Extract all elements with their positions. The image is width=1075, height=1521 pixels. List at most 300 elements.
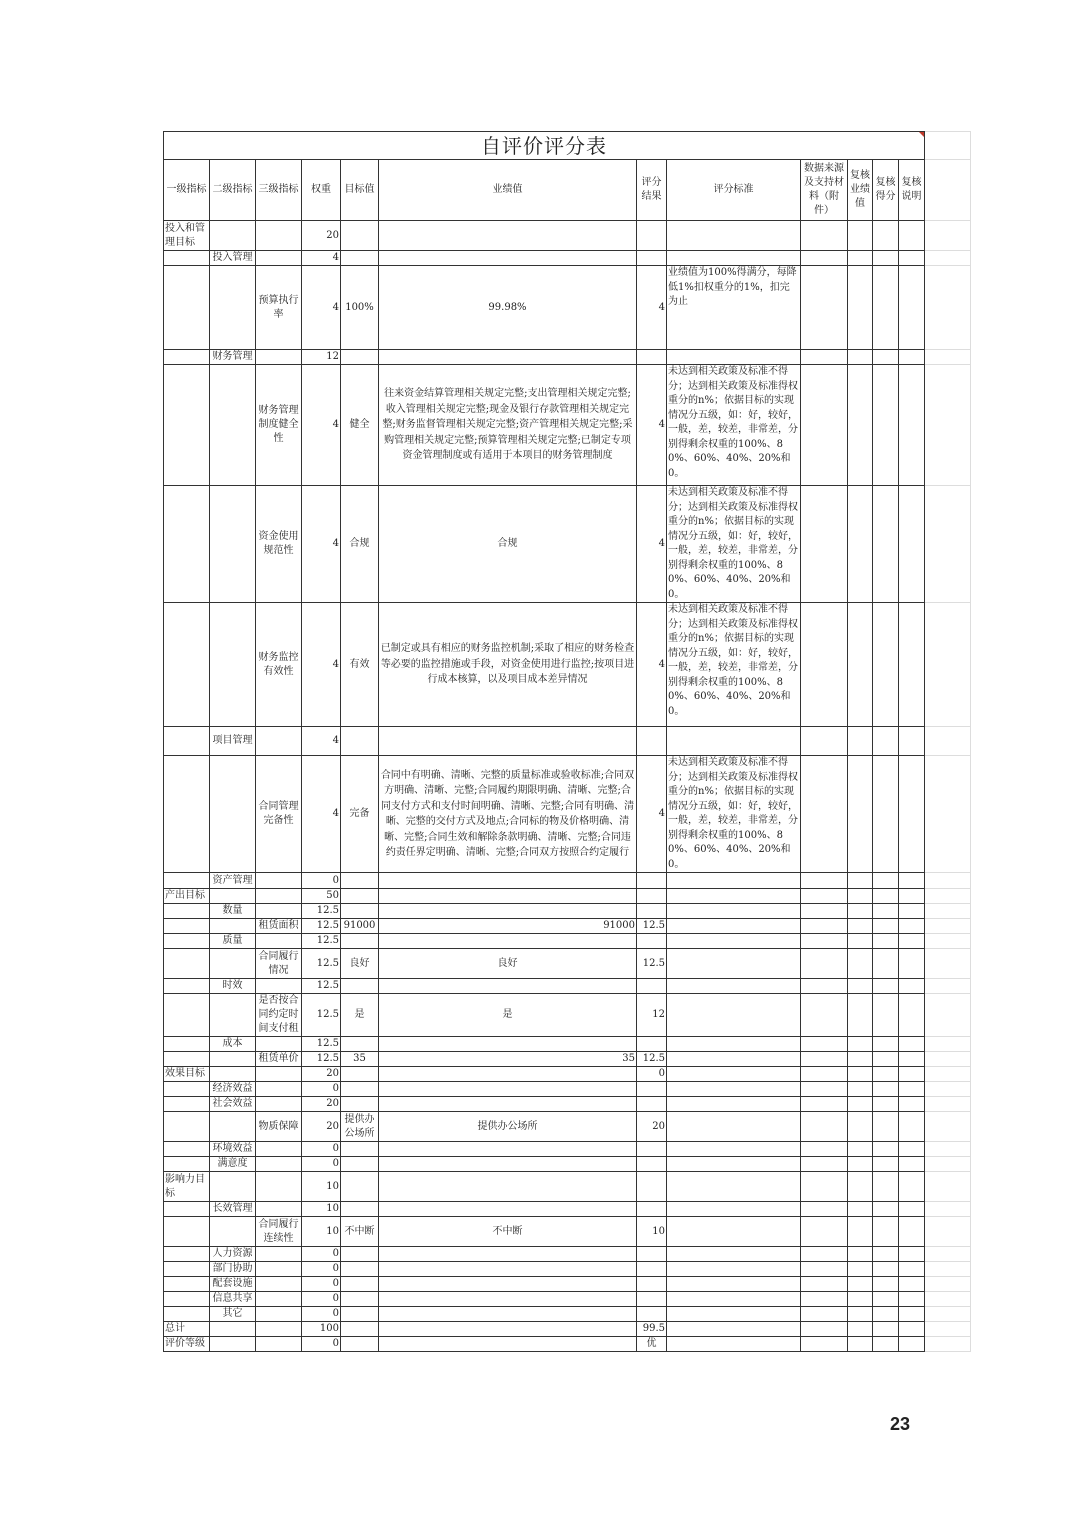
scoring-criteria-cell [667,350,801,365]
score-result-cell [637,1262,667,1277]
level3-indicator-cell: 资金使用规范性 [256,486,302,603]
level2-indicator-cell: 数量 [210,904,256,919]
review-cell [848,904,873,919]
scoring-criteria-cell [667,904,801,919]
review-cell [873,266,899,350]
review-cell [873,1337,899,1352]
weight-cell: 4 [302,603,341,727]
level2-indicator-cell [210,994,256,1037]
column-header: 目标值 [341,160,379,221]
performance-value-cell: 是 [379,994,637,1037]
weight-cell: 50 [302,889,341,904]
review-cell [848,1112,873,1142]
target-value-cell [341,1037,379,1052]
score-result-cell [637,1157,667,1172]
review-cell [873,1037,899,1052]
weight-cell: 4 [302,727,341,756]
review-cell [801,1157,848,1172]
score-result-cell [637,1142,667,1157]
level3-indicator-cell: 预算执行率 [256,266,302,350]
level2-indicator-cell: 财务管理 [210,350,256,365]
table-row [164,1292,971,1307]
level2-indicator-cell [210,221,256,251]
weight-cell: 20 [302,1097,341,1112]
level1-indicator-cell [164,1052,210,1067]
table-row [164,1217,971,1247]
weight-cell: 0 [302,1247,341,1262]
weight-cell: 0 [302,1082,341,1097]
target-value-cell: 合规 [341,486,379,603]
level3-indicator-cell [256,1037,302,1052]
weight-cell: 12.5 [302,979,341,994]
level2-indicator-cell [210,949,256,979]
review-cell [848,1037,873,1052]
target-value-cell [341,1097,379,1112]
scoring-criteria-cell [667,1157,801,1172]
review-cell [899,994,925,1037]
level3-indicator-cell [256,904,302,919]
scoring-criteria-cell [667,1337,801,1352]
review-cell [848,1217,873,1247]
review-cell [848,603,873,727]
level2-indicator-cell: 时效 [210,979,256,994]
review-cell [801,350,848,365]
performance-value-cell [379,1037,637,1052]
review-cell [899,1292,925,1307]
score-result-cell: 12.5 [637,1052,667,1067]
level1-indicator-cell: 评价等级 [164,1337,210,1352]
review-cell [899,1157,925,1172]
performance-value-cell: 合同中有明确、清晰、完整的质量标准或验收标准;合同双方明确、清晰、完整;合同履约期限明确、清晰、完整;合同支付方式和支付时间明确、清晰、完整;合同有明确、清晰、完整的交付方式及地点;合同标的物及价格明确、清晰、完整;合同生效和解除条款明确、清晰、完整;合同违约责任界定明确、清晰、完整;合同双方按照合约定履行 [379,756,637,873]
scoring-criteria-cell [667,1277,801,1292]
performance-value-cell [379,904,637,919]
score-result-cell: 4 [637,365,667,486]
column-header: 复核得分 [873,160,899,221]
table-row [164,365,971,486]
table-row [164,873,971,889]
review-cell [873,949,899,979]
review-cell [899,756,925,873]
table-row [164,603,971,727]
target-value-cell: 不中断 [341,1217,379,1247]
level3-indicator-cell: 合同履行情况 [256,949,302,979]
target-value-cell: 良好 [341,949,379,979]
weight-cell: 0 [302,1142,341,1157]
level3-indicator-cell [256,1292,302,1307]
target-value-cell [341,1172,379,1202]
level1-indicator-cell [164,1292,210,1307]
level2-indicator-cell: 人力资源 [210,1247,256,1262]
level2-indicator-cell [210,1052,256,1067]
level2-indicator-cell [210,1112,256,1142]
weight-cell: 4 [302,266,341,350]
table-row [164,919,971,934]
review-cell [873,1112,899,1142]
level2-indicator-cell: 成本 [210,1037,256,1052]
score-result-cell: 4 [637,756,667,873]
level2-indicator-cell: 满意度 [210,1157,256,1172]
level1-indicator-cell [164,1112,210,1142]
scoring-criteria-cell [667,934,801,949]
level1-indicator-cell [164,1202,210,1217]
review-cell [801,1322,848,1337]
target-value-cell [341,221,379,251]
review-cell [848,873,873,889]
level2-indicator-cell [210,603,256,727]
scoring-criteria-cell [667,1217,801,1247]
review-cell [801,1067,848,1082]
level3-indicator-cell: 合同管理完备性 [256,756,302,873]
review-cell [873,1277,899,1292]
scoring-criteria-cell [667,727,801,756]
table-row [164,1067,971,1082]
review-cell [801,949,848,979]
review-cell [873,904,899,919]
weight-cell: 100 [302,1322,341,1337]
scoring-criteria-cell: 未达到相关政策及标准不得分；达到相关政策及标准得权重分的n%；依据目标的实现情况分五级，如：好，较好，一般，差，较差，非常差，分别得剩余权重的100%、80%、60%、40%、20%和0。 [667,365,801,486]
table-row [164,1277,971,1292]
level3-indicator-cell [256,889,302,904]
performance-value-cell [379,1337,637,1352]
scoring-criteria-cell [667,1052,801,1067]
level1-indicator-cell [164,1307,210,1322]
scoring-criteria-cell [667,919,801,934]
weight-cell: 0 [302,1262,341,1277]
table-title: 自评价评分表 [164,132,925,160]
performance-value-cell: 91000 [379,919,637,934]
weight-cell: 10 [302,1217,341,1247]
performance-value-cell [379,873,637,889]
review-cell [873,1052,899,1067]
scoring-criteria-cell [667,1307,801,1322]
table-row [164,1337,971,1352]
table-row [164,251,971,266]
level1-indicator-cell [164,1247,210,1262]
weight-cell: 0 [302,1157,341,1172]
level1-indicator-cell [164,1277,210,1292]
score-result-cell [637,1307,667,1322]
weight-cell: 0 [302,1307,341,1322]
review-cell [848,727,873,756]
review-cell [899,365,925,486]
scoring-criteria-cell [667,979,801,994]
score-result-cell: 4 [637,603,667,727]
table-row [164,486,971,603]
review-cell [899,1262,925,1277]
performance-value-cell [379,1142,637,1157]
weight-cell: 12.5 [302,919,341,934]
performance-value-cell: 已制定或具有相应的财务监控机制;采取了相应的财务检查等必要的监控措施或手段，对资金使用进行监控;按项目进行成本核算，以及项目成本差异情况 [379,603,637,727]
scoring-criteria-cell [667,251,801,266]
score-result-cell [637,727,667,756]
review-cell [899,1307,925,1322]
level2-indicator-cell: 长效管理 [210,1202,256,1217]
table-row [164,934,971,949]
level2-indicator-cell [210,486,256,603]
review-cell [848,486,873,603]
level3-indicator-cell [256,1322,302,1337]
review-cell [899,919,925,934]
review-cell [848,994,873,1037]
review-cell [801,486,848,603]
review-cell [899,889,925,904]
column-header: 业绩值 [379,160,637,221]
level2-indicator-cell [210,1322,256,1337]
level1-indicator-cell: 投入和管理目标 [164,221,210,251]
weight-cell: 12.5 [302,904,341,919]
weight-cell: 20 [302,1112,341,1142]
review-cell [848,1097,873,1112]
review-cell [899,266,925,350]
performance-value-cell: 35 [379,1052,637,1067]
score-result-cell: 4 [637,266,667,350]
review-cell [848,1082,873,1097]
level2-indicator-cell: 社会效益 [210,1097,256,1112]
review-cell [873,934,899,949]
table-row [164,221,971,251]
performance-value-cell [379,1097,637,1112]
review-cell [873,1307,899,1322]
target-value-cell [341,1067,379,1082]
review-cell [801,365,848,486]
review-cell [801,873,848,889]
table-row [164,1082,971,1097]
level2-indicator-cell: 项目管理 [210,727,256,756]
level1-indicator-cell [164,1082,210,1097]
performance-value-cell [379,1262,637,1277]
weight-cell: 4 [302,365,341,486]
review-cell [801,1202,848,1217]
review-cell [873,1067,899,1082]
review-cell [899,603,925,727]
score-result-cell: 0 [637,1067,667,1082]
scoring-criteria-cell [667,889,801,904]
level2-indicator-cell: 环境效益 [210,1142,256,1157]
weight-cell: 10 [302,1172,341,1202]
score-result-cell [637,889,667,904]
target-value-cell [341,1202,379,1217]
table-row [164,1142,971,1157]
review-cell [848,1262,873,1277]
table-row [164,266,971,350]
performance-value-cell [379,1202,637,1217]
review-cell [873,350,899,365]
level3-indicator-cell [256,1337,302,1352]
review-cell [899,1322,925,1337]
review-cell [899,904,925,919]
performance-value-cell [379,727,637,756]
performance-value-cell [379,1247,637,1262]
score-result-cell [637,904,667,919]
target-value-cell [341,1322,379,1337]
review-cell [873,873,899,889]
table-row [164,1112,971,1142]
performance-value-cell [379,350,637,365]
level3-indicator-cell [256,1142,302,1157]
target-value-cell: 完备 [341,756,379,873]
level3-indicator-cell [256,1082,302,1097]
review-cell [801,1097,848,1112]
level2-indicator-cell [210,919,256,934]
table-row [164,949,971,979]
review-cell [801,904,848,919]
level3-indicator-cell [256,1157,302,1172]
weight-cell: 12.5 [302,934,341,949]
review-cell [899,1052,925,1067]
review-cell [801,1307,848,1322]
level3-indicator-cell [256,1262,302,1277]
review-cell [801,1082,848,1097]
level3-indicator-cell [256,1277,302,1292]
level2-indicator-cell [210,889,256,904]
review-cell [899,1082,925,1097]
performance-value-cell [379,889,637,904]
level3-indicator-cell: 租赁面积 [256,919,302,934]
level1-indicator-cell [164,1037,210,1052]
review-cell [873,1202,899,1217]
level3-indicator-cell [256,934,302,949]
review-cell [801,1037,848,1052]
review-cell [873,1217,899,1247]
score-result-cell [637,1202,667,1217]
weight-cell: 0 [302,1277,341,1292]
performance-value-cell [379,1277,637,1292]
review-cell [801,1217,848,1247]
review-cell [848,979,873,994]
performance-value-cell [379,221,637,251]
review-cell [899,1142,925,1157]
review-cell [873,994,899,1037]
review-cell [899,727,925,756]
table-row [164,350,971,365]
column-header: 一级指标 [164,160,210,221]
level1-indicator-cell [164,727,210,756]
review-cell [873,1322,899,1337]
level2-indicator-cell: 配套设施 [210,1277,256,1292]
target-value-cell [341,251,379,266]
weight-cell: 4 [302,756,341,873]
review-cell [848,756,873,873]
performance-value-cell [379,1172,637,1202]
review-cell [801,1247,848,1262]
review-cell [801,251,848,266]
score-result-cell [637,1082,667,1097]
score-result-cell: 4 [637,486,667,603]
target-value-cell [341,1142,379,1157]
level2-indicator-cell: 投入管理 [210,251,256,266]
review-cell [873,486,899,603]
scoring-criteria-cell [667,1322,801,1337]
scoring-criteria-cell [667,1142,801,1157]
scoring-criteria-cell [667,1112,801,1142]
performance-value-cell [379,1157,637,1172]
level1-indicator-cell [164,486,210,603]
level2-indicator-cell: 质量 [210,934,256,949]
table-row [164,1202,971,1217]
target-value-cell [341,934,379,949]
review-cell [873,756,899,873]
level1-indicator-cell: 总计 [164,1322,210,1337]
review-cell [899,1097,925,1112]
score-result-cell: 优 [637,1337,667,1352]
score-result-cell: 12 [637,994,667,1037]
review-cell [873,1097,899,1112]
target-value-cell: 有效 [341,603,379,727]
column-header: 数据来源及支持材料（附件） [801,160,848,221]
weight-cell: 0 [302,873,341,889]
level1-indicator-cell [164,1142,210,1157]
weight-cell: 12.5 [302,1052,341,1067]
level3-indicator-cell: 财务监控有效性 [256,603,302,727]
review-cell [873,1157,899,1172]
level2-indicator-cell: 信息共享 [210,1292,256,1307]
review-cell [801,1052,848,1067]
weight-cell: 12.5 [302,949,341,979]
review-cell [848,1307,873,1322]
table-row [164,889,971,904]
level2-indicator-cell [210,266,256,350]
level1-indicator-cell [164,1097,210,1112]
level3-indicator-cell: 是否按合同约定时间支付租 [256,994,302,1037]
review-cell [899,486,925,603]
level1-indicator-cell [164,756,210,873]
weight-cell: 0 [302,1292,341,1307]
target-value-cell [341,1307,379,1322]
level3-indicator-cell [256,1067,302,1082]
review-cell [899,1172,925,1202]
level1-indicator-cell [164,266,210,350]
level3-indicator-cell [256,251,302,266]
weight-cell: 20 [302,221,341,251]
scoring-criteria-cell [667,1292,801,1307]
review-cell [899,1337,925,1352]
performance-value-cell [379,1307,637,1322]
level1-indicator-cell [164,251,210,266]
review-cell [801,934,848,949]
scoring-criteria-cell [667,1067,801,1082]
column-header: 评分结果 [637,160,667,221]
weight-cell: 12.5 [302,994,341,1037]
target-value-cell [341,873,379,889]
review-cell [801,979,848,994]
review-cell [848,1202,873,1217]
review-cell [848,949,873,979]
score-result-cell: 10 [637,1217,667,1247]
review-cell [899,350,925,365]
level1-indicator-cell [164,919,210,934]
level1-indicator-cell [164,949,210,979]
table-row [164,1097,971,1112]
level1-indicator-cell [164,1217,210,1247]
review-cell [848,251,873,266]
table-row [164,1037,971,1052]
review-cell [873,221,899,251]
review-cell [848,1277,873,1292]
weight-cell: 10 [302,1202,341,1217]
score-result-cell [637,251,667,266]
table-row [164,1322,971,1337]
level2-indicator-cell [210,365,256,486]
target-value-cell [341,350,379,365]
score-result-cell [637,1277,667,1292]
target-value-cell [341,1262,379,1277]
target-value-cell [341,1247,379,1262]
level1-indicator-cell [164,1157,210,1172]
score-result-cell: 20 [637,1112,667,1142]
table-row [164,1247,971,1262]
review-cell [873,889,899,904]
table-row [164,756,971,873]
